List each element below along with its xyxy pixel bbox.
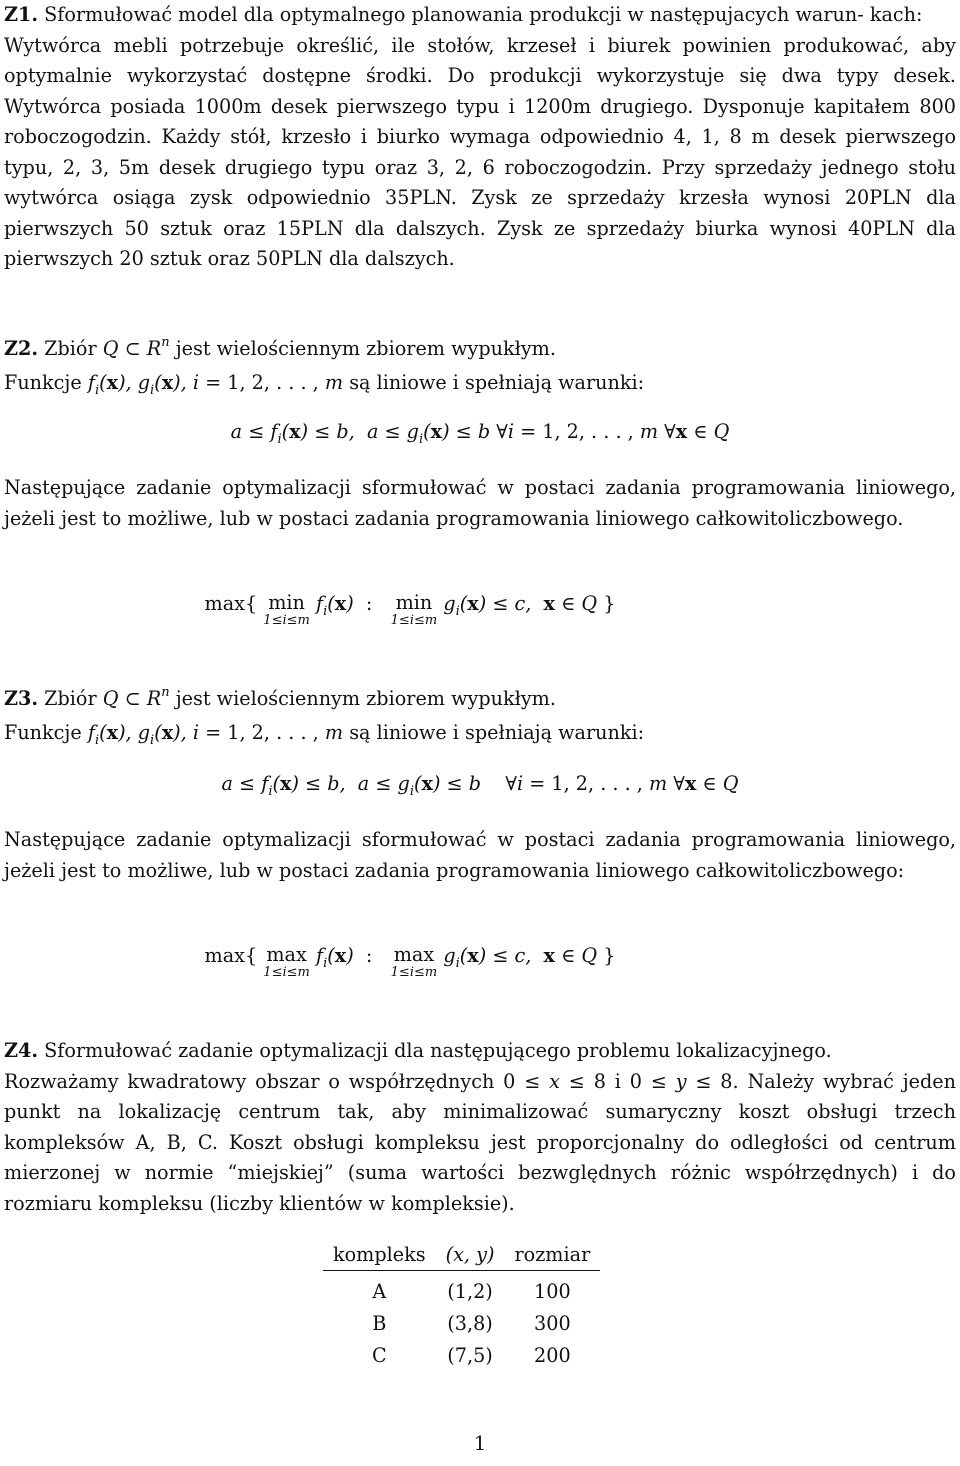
z3-objective-formula: max{ max 1≤i≤m $f_i(x)$ : max 1≤i≤m $g_i(x) \le c$, x ∈ Q } <box>204 943 616 980</box>
table-header-cell: kompleks <box>323 1238 436 1271</box>
z3-functions: $f_i(x)$, $g_i(x)$, i <box>87 720 199 748</box>
z3-paragraph: Następujące zadanie optymalizacji sformułować w postaci zadania programowania liniowego, jeżeli jest to możliwe, lub w postaci zadania programowania liniowego całkowitoliczbowego: <box>4 828 956 882</box>
z4-y-range: 0 ≤ y ≤ 8 <box>629 1069 733 1093</box>
table-header-cell: rozmiar <box>504 1238 600 1271</box>
z2-func-b: są liniowe i spełniają warunki: <box>349 370 645 394</box>
z4-paragraph <box>4 1036 956 1219</box>
z1-label: Z1. <box>4 3 39 26</box>
table-cell: (7,5) <box>447 1343 493 1367</box>
z4-text1: Sformułować zadanie optymalizacji dla następującego problemu lokalizacyjnego. <box>44 1039 832 1062</box>
table-cell: C <box>371 1343 387 1367</box>
z4-text2b: i <box>614 1069 621 1093</box>
z2-conditions-formula: $a \le f_i(x) \le b$, $a \le g_i(x) \le b$ ∀i = 1, 2, . . . , m ∀x ∈ Q <box>230 420 730 447</box>
table-header-row <box>323 1238 600 1271</box>
z3-intro-b: jest wielościennym zbiorem wypukłym. <box>175 687 556 710</box>
z2-set-relation: Q ⊂ $R^n$ <box>102 335 170 360</box>
z3-label: Z3. <box>4 687 39 710</box>
z1-line1: Sformułować model dla optymalnego planowania produkcji w następujacych warun- <box>44 3 864 26</box>
page-number: 1 <box>473 1432 487 1455</box>
z2-intro-b: jest wielościennym zbiorem wypukłym. <box>175 337 556 360</box>
z3-func-a: Funkcje <box>4 720 82 744</box>
table-row <box>323 1307 600 1339</box>
z3-func-b: są liniowe i spełniają warunki: <box>349 720 645 744</box>
z3-intro-a: Zbiór <box>44 687 97 710</box>
z2-op-1: min <box>268 591 305 614</box>
table-cell: (3,8) <box>447 1311 493 1335</box>
problem-z1 <box>4 0 956 275</box>
z3-conditions-formula: $a \le f_i(x) \le b$, $a \le g_i(x) \le b$ ∀i = 1, 2, . . . , m ∀x ∈ Q <box>221 772 739 799</box>
z2-objective-formula: max{ min 1≤i≤m $f_i(x)$ : min 1≤i≤m $g_i(x) \le c$, x ∈ Q } <box>204 591 616 628</box>
table-cell: 200 <box>534 1343 571 1367</box>
z4-text2a: Rozważamy kwadratowy obszar o współrzędnych <box>4 1069 495 1093</box>
z2-func-a: Funkcje <box>4 370 82 394</box>
z2-paragraph: Następujące zadanie optymalizacji sformułować w postaci zadania programowania liniowego, jeżeli jest to możliwe, lub w postaci zadania programowania liniowego całkowitoliczbowego. <box>4 476 956 530</box>
z1-body: Wytwórca mebli potrzebuje określić, ile stołów, krzeseł i biurek powinien produkować, aby optymalnie wykorzystać dostępne środki. Do produkcji wykorzystuje się dwa typy desek. Wytwórca posiada 1000m desek pierwszego typu i 1200m drugiego. Dysponuje kapitałem 800 roboczogodzin. Każdy stół, krzesło i biurko wymaga odpowiednio 4, 1, 8 m desek pierwszego typu, 2, 3, 5m desek drugiego typu oraz 3, 2, 6 roboczogodzin. Przy sprzedaży jednego stołu wytwórca osiąga zysk odpowiednio 35PLN. Zysk ze sprzedaży krzesła wynosi 20PLN dla pierwszych 50 sztuk oraz 15PLN dla dalszych. Zysk ze sprzedaży biurka wynosi 40PLN dla pierwszych 20 sztuk oraz 50PLN dla dalszych. <box>4 33 956 270</box>
table-cell: (1,2) <box>447 1279 493 1303</box>
z3-text <box>4 825 956 886</box>
z3-op-2: max <box>393 943 435 966</box>
problem-z4 <box>4 1036 956 1219</box>
z2-text <box>4 473 956 534</box>
table-row <box>323 1339 600 1371</box>
complex-table <box>323 1238 600 1371</box>
problem-z3 <box>4 684 956 751</box>
table-cell: A <box>372 1279 387 1303</box>
table-cell: 100 <box>534 1279 571 1303</box>
z2-functions: $f_i(x)$, $g_i(x)$, i <box>87 370 199 398</box>
z3-op-1: max <box>266 943 307 966</box>
z3-intro: Z3. Zbiór Q ⊂ $R^n$ jest wielościennym zbiorem wypukłym. Funkcje $f_i(x)$, $g_i(x)$, i = 1, 2, . . . , m są liniowe i spełniają warunki: <box>4 685 645 748</box>
table-row <box>323 1271 600 1308</box>
z4-x-range: 0 ≤ x ≤ 8 <box>503 1069 606 1093</box>
z4-label: Z4. <box>4 1039 39 1062</box>
table-header-cell: (x, y) <box>436 1238 505 1271</box>
problem-z2 <box>4 334 956 401</box>
table-cell: 300 <box>534 1311 571 1335</box>
z2-intro: Z2. Zbiór Q ⊂ $R^n$ jest wielościennym zbiorem wypukłym. Funkcje $f_i(x)$, $g_i(x)$, i = 1, 2, . . . , m są liniowe i spełniają warunki: <box>4 335 645 398</box>
table-cell: B <box>372 1311 387 1335</box>
z2-label: Z2. <box>4 337 39 360</box>
z3-set-relation: Q ⊂ $R^n$ <box>102 685 170 710</box>
z1-line2: kach: <box>869 3 923 26</box>
z1-paragraph <box>4 0 956 275</box>
z2-intro-a: Zbiór <box>44 337 97 360</box>
z4-text2c: . Należy wybrać jeden punkt na lokalizację centrum tak, aby minimalizować sumaryczny koszt obsługi trzech kompleksów A, B, C. Koszt obsługi kompleksu jest proporcjonalny do odległości od centrum mierzonej w normie “miejskiej” (suma wartości bezwględnych różnic współrzędnych) i do rozmiaru kompleksu (liczby klientów w kompleksie). <box>4 1069 957 1215</box>
z2-op-2: min <box>395 591 433 614</box>
